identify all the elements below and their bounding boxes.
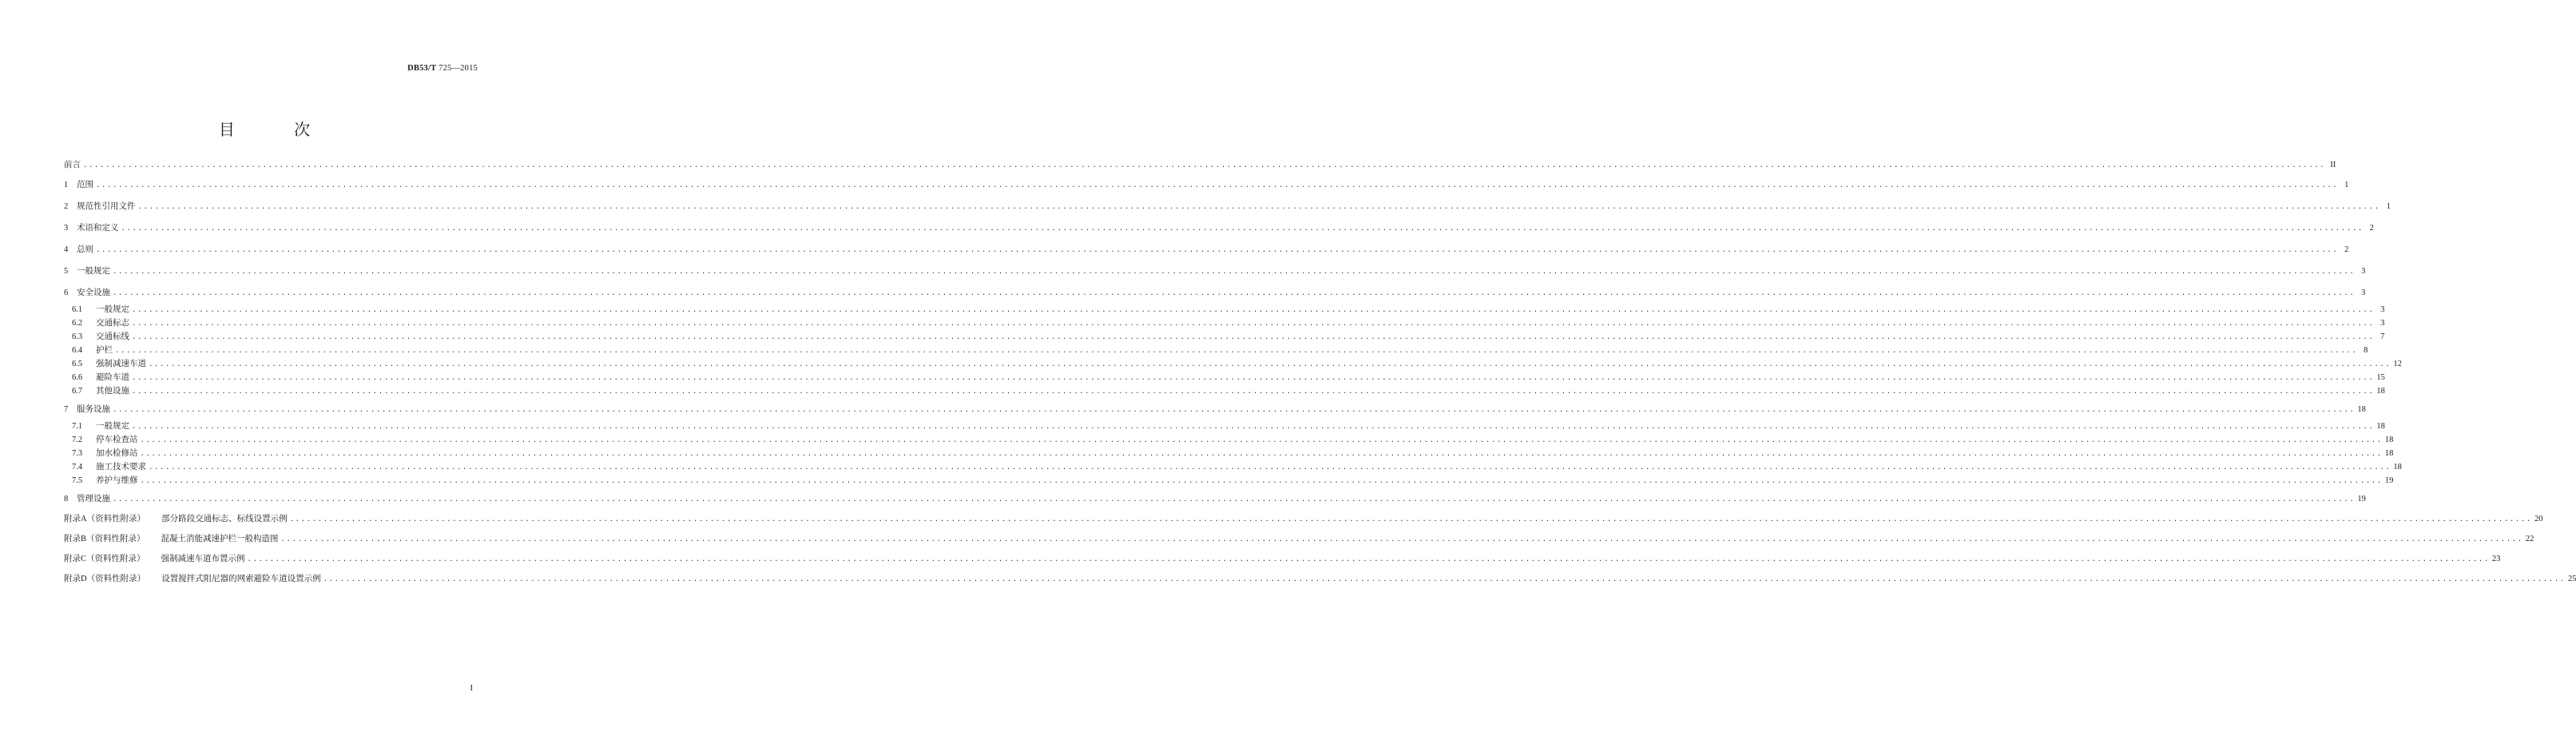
toc-entry-number: 7.2	[72, 436, 83, 444]
toc-entry[interactable]	[64, 200, 2391, 213]
toc-entry-number: 7.1	[72, 422, 83, 431]
toc-entry-title: 交通标线	[96, 332, 129, 341]
toc-leader-dots: ................................................................................................................................................................................................................................................................................................................................................................................................................	[140, 450, 2383, 458]
toc-entry-title: 规范性引用文件	[77, 201, 136, 211]
toc-entry-title: 停车检查站	[96, 435, 138, 444]
toc-leader-dots: ................................................................................................................................................................................................................................................................................................................................................................................................................	[280, 535, 2523, 543]
toc-entry-label	[64, 200, 136, 212]
toc-entry-page: 3	[2361, 267, 2366, 276]
toc-entry-page: 1	[2344, 181, 2349, 189]
toc-leader-dots: ................................................................................................................................................................................................................................................................................................................................................................................................................	[140, 436, 2383, 444]
toc-entry-number: 6.6	[72, 373, 83, 382]
toc-entry-label	[64, 572, 321, 584]
toc-entry-page: 1	[2386, 202, 2391, 211]
toc-entry-title: 总则	[77, 245, 93, 254]
toc-entry-page: 12	[2393, 360, 2402, 368]
toc-leader-dots: ................................................................................................................................................................................................................................................................................................................................................................................................................	[113, 495, 2356, 503]
toc-entry[interactable]	[64, 572, 2576, 586]
toc-entry-page: 18	[2376, 387, 2385, 396]
toc-entry-page: 18	[2384, 449, 2394, 458]
table-of-contents	[64, 158, 2576, 586]
toc-entry-title: 术语和定义	[77, 223, 119, 233]
toc-leader-dots: ................................................................................................................................................................................................................................................................................................................................................................................................................	[137, 203, 2380, 211]
toc-entry-number: 3	[64, 224, 69, 233]
toc-entry-page: 8	[2364, 346, 2368, 355]
document-code	[407, 64, 478, 73]
toc-entry[interactable]	[64, 460, 2402, 474]
toc-entry[interactable]	[64, 178, 2349, 192]
toc-entry-page: 3	[2380, 319, 2385, 328]
toc-entry-label	[64, 403, 110, 415]
toc-entry-title: 一般规定	[77, 266, 110, 276]
toc-entry[interactable]	[64, 286, 2366, 300]
toc-entry[interactable]	[64, 221, 2374, 235]
toc-leader-dots: ................................................................................................................................................................................................................................................................................................................................................................................................................	[132, 306, 2375, 314]
toc-entry-title: 服务设施	[77, 404, 110, 414]
toc-entry[interactable]	[64, 447, 2394, 460]
toc-entry[interactable]	[64, 512, 2543, 526]
toc-entry-page: 18	[2376, 422, 2385, 431]
toc-entry-page: 19	[2357, 495, 2366, 503]
toc-entry-title: 加水检修站	[96, 448, 138, 458]
toc-leader-dots: ................................................................................................................................................................................................................................................................................................................................................................................................................	[113, 406, 2356, 414]
toc-entry[interactable]	[64, 474, 2394, 487]
toc-leader-dots: ................................................................................................................................................................................................................................................................................................................................................................................................................	[323, 575, 2566, 583]
toc-leader-dots: ................................................................................................................................................................................................................................................................................................................................................................................................................	[121, 225, 2364, 233]
toc-entry-title: 安全设施	[77, 288, 110, 297]
toc-leader-dots: ................................................................................................................................................................................................................................................................................................................................................................................................................	[140, 477, 2383, 485]
toc-entry-page: 3	[2361, 288, 2366, 297]
toc-entry-number: 附录B（资料性附录）	[64, 535, 145, 543]
toc-entry-title: 护栏	[96, 345, 113, 355]
toc-entry-number: 6.1	[72, 305, 83, 314]
toc-entry-number: 2	[64, 202, 69, 211]
toc-entry-label	[64, 492, 110, 504]
page-title: 目 次	[218, 120, 338, 139]
toc-entry-page: 25	[2567, 575, 2576, 583]
toc-entry-label	[72, 357, 146, 369]
toc-leader-dots: ................................................................................................................................................................................................................................................................................................................................................................................................................	[132, 374, 2375, 382]
toc-entry[interactable]	[64, 265, 2366, 278]
toc-entry-label	[72, 420, 129, 432]
toc-entry-page: 15	[2376, 373, 2385, 382]
toc-entry[interactable]	[64, 344, 2368, 357]
toc-leader-dots: ................................................................................................................................................................................................................................................................................................................................................................................................................	[113, 289, 2356, 297]
toc-entry-title: 其他设施	[96, 386, 129, 396]
toc-entry[interactable]	[64, 433, 2394, 447]
toc-entry-label	[72, 303, 129, 315]
toc-entry-title: 施工技术要求	[96, 462, 146, 471]
toc-entry[interactable]	[64, 303, 2385, 316]
toc-entry-number: 6	[64, 288, 69, 297]
toc-leader-dots: ................................................................................................................................................................................................................................................................................................................................................................................................................	[247, 555, 2490, 563]
toc-entry-title: 避险车道	[96, 372, 129, 382]
toc-entry-number: 7.5	[72, 476, 83, 485]
toc-entry-page: 22	[2525, 535, 2534, 543]
toc-entry[interactable]	[64, 357, 2402, 371]
toc-entry-label	[64, 552, 245, 564]
toc-entry-title: 强制减速车道布置示例	[161, 554, 245, 563]
toc-leader-dots: ................................................................................................................................................................................................................................................................................................................................................................................................................	[115, 347, 2358, 355]
toc-entry-label	[72, 474, 138, 486]
toc-entry-label	[72, 433, 138, 445]
toc-entry-page: 18	[2393, 463, 2402, 471]
toc-leader-dots: ................................................................................................................................................................................................................................................................................................................................................................................................................	[132, 388, 2375, 396]
toc-entry-title: 范围	[77, 180, 93, 189]
toc-entry-title: 部分路段交通标志、标线设置示例	[161, 514, 288, 523]
toc-entry-label	[72, 447, 138, 459]
toc-entry-page: 7	[2380, 332, 2385, 341]
toc-entry-number: 4	[64, 245, 69, 254]
toc-leader-dots: ................................................................................................................................................................................................................................................................................................................................................................................................................	[96, 181, 2339, 189]
toc-entry[interactable]	[64, 420, 2385, 433]
toc-entry-number: 附录C（资料性附录）	[64, 555, 145, 563]
toc-entry[interactable]	[64, 492, 2366, 506]
toc-entry-title: 一般规定	[96, 421, 129, 431]
toc-entry[interactable]	[64, 403, 2366, 416]
toc-entry-page: 23	[2491, 555, 2501, 563]
toc-entry-number: 6.3	[72, 332, 83, 341]
toc-entry-number: 7	[64, 405, 69, 414]
toc-entry-label	[64, 532, 279, 544]
toc-leader-dots: ................................................................................................................................................................................................................................................................................................................................................................................................................	[96, 246, 2339, 254]
toc-entry-number: 6.5	[72, 360, 83, 368]
toc-leader-dots: ................................................................................................................................................................................................................................................................................................................................................................................................................	[132, 333, 2375, 341]
toc-entry[interactable]	[64, 384, 2385, 398]
toc-entry-title: 设置搅拌式阻尼器的网索避险车道设置示例	[161, 574, 321, 583]
toc-entry-label	[64, 221, 119, 233]
toc-entry-page: 20	[2534, 515, 2543, 523]
toc-entry-number: 7.3	[72, 449, 83, 458]
toc-entry-number: 1	[64, 181, 69, 189]
toc-entry-label	[72, 344, 113, 356]
toc-entry-page: II	[2330, 161, 2336, 169]
toc-entry[interactable]	[64, 316, 2385, 330]
document-code-prefix: DB53/T	[407, 64, 437, 73]
toc-entry-label	[64, 286, 110, 298]
toc-leader-dots: ................................................................................................................................................................................................................................................................................................................................................................................................................	[113, 268, 2356, 276]
toc-entry[interactable]	[64, 330, 2385, 344]
toc-entry-number: 5	[64, 267, 69, 276]
toc-entry[interactable]	[64, 552, 2501, 566]
toc-leader-dots: ................................................................................................................................................................................................................................................................................................................................................................................................................	[132, 320, 2375, 328]
toc-leader-dots: ................................................................................................................................................................................................................................................................................................................................................................................................................	[83, 161, 2326, 169]
toc-entry-title: 混凝土消能减速护栏一般构造图	[161, 534, 279, 543]
toc-entry-number: 6.4	[72, 346, 83, 355]
toc-entry-label	[72, 330, 129, 342]
toc-entry-title: 强制减速车道	[96, 359, 146, 368]
toc-entry-title: 交通标志	[96, 318, 129, 328]
toc-entry-number: 8	[64, 495, 69, 503]
toc-entry-label	[72, 460, 146, 472]
toc-entry-page: 18	[2384, 436, 2394, 444]
toc-entry-label	[64, 265, 110, 277]
toc-entry-page: 18	[2357, 405, 2366, 414]
toc-entry-label	[64, 178, 93, 190]
toc-entry[interactable]	[64, 532, 2534, 546]
toc-leader-dots: ................................................................................................................................................................................................................................................................................................................................................................................................................	[132, 423, 2375, 431]
toc-entry-label	[64, 243, 93, 255]
toc-entry-title: 一般规定	[96, 304, 129, 314]
toc-entry-title: 养护与维修	[96, 475, 138, 485]
toc-entry-number: 6.2	[72, 319, 83, 328]
toc-entry-label	[72, 316, 129, 328]
toc-entry-page: 3	[2380, 305, 2385, 314]
toc-entry-title: 管理设施	[77, 494, 110, 503]
toc-entry[interactable]	[64, 243, 2349, 257]
toc-entry[interactable]	[64, 371, 2385, 384]
toc-leader-dots: ................................................................................................................................................................................................................................................................................................................................................................................................................	[289, 515, 2532, 523]
toc-entry-label	[64, 512, 288, 524]
toc-entry-number: 6.7	[72, 387, 83, 396]
toc-entry-number: 附录D（资料性附录）	[64, 575, 146, 583]
toc-entry-page: 2	[2344, 245, 2349, 254]
toc-entry-page: 19	[2384, 476, 2394, 485]
toc-entry-number: 附录A（资料性附录）	[64, 515, 146, 523]
toc-entry-label	[72, 384, 129, 396]
toc-entry-number: 7.4	[72, 463, 83, 471]
document-code-number: 725—2015	[436, 64, 478, 73]
toc-entry-label	[72, 371, 129, 383]
toc-leader-dots: ................................................................................................................................................................................................................................................................................................................................................................................................................	[149, 464, 2391, 471]
toc-leader-dots: ................................................................................................................................................................................................................................................................................................................................................................................................................	[149, 360, 2391, 368]
toc-entry-title: 前言	[64, 160, 81, 169]
toc-entry-label	[64, 158, 81, 170]
page-number: I	[470, 684, 473, 693]
toc-entry[interactable]	[64, 158, 2336, 172]
toc-entry-page: 2	[2369, 224, 2374, 233]
